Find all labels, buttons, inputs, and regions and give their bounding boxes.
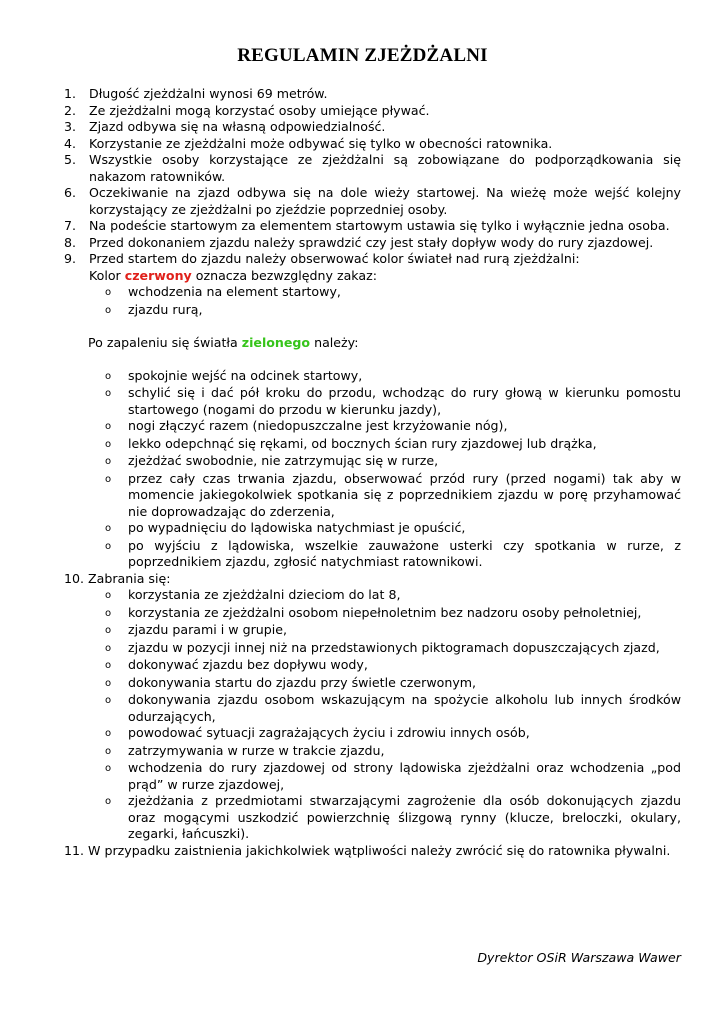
rule-number: 3. bbox=[64, 119, 77, 134]
rule-text: Na podeście startowym za elementem startowym ustawia się tylko i wyłącznie jedna osoba. bbox=[89, 218, 670, 233]
rule-number: 8. bbox=[64, 234, 77, 250]
bullet-marker: o bbox=[105, 473, 112, 485]
bullet-text: powodować sytuacji zagrażających życiu i zdrowiu innych osób, bbox=[128, 725, 530, 740]
bullet-marker: o bbox=[105, 438, 112, 450]
rules-list bbox=[64, 86, 681, 859]
rule-text: W przypadku zaistnienia jakichkolwiek wątpliwości należy zwrócić się do ratownika pływalni. bbox=[88, 842, 671, 858]
bullet-text: korzystania ze zjeżdżalni osobom niepełnoletnim bez nadzoru osoby pełnoletniej, bbox=[128, 604, 642, 620]
bullet-item bbox=[64, 538, 681, 571]
bullet-text: zjazdu parami i w grupie, bbox=[128, 622, 287, 637]
rule-text: Przed dokonaniem zjazdu należy sprawdzić czy jest stały dopływ wody do rury zjazdowej. bbox=[89, 234, 654, 250]
rule-item bbox=[64, 86, 681, 103]
rule-text: Korzystanie ze zjeżdżalni może odbywać się tylko w obecności ratownika. bbox=[89, 135, 553, 151]
bullet-marker: o bbox=[105, 456, 112, 467]
bullet-marker: o bbox=[105, 287, 112, 298]
rule-item bbox=[64, 119, 681, 136]
rule-item bbox=[64, 235, 681, 252]
bullet-item bbox=[64, 368, 681, 386]
bullet-text: wchodzenia do rury zjazdowej od strony lądowiska zjeżdżalni oraz wchodzenia „pod prąd” w rurze zjazdowej, bbox=[128, 760, 681, 792]
rule-number: 4. bbox=[64, 135, 77, 151]
bullet-text: zjeżdżać swobodnie, nie zatrzymując się w rurze, bbox=[128, 453, 439, 468]
bullet-text: zjazdu w pozycji innej niż na przedstawionych piktogramach dopuszczających zjazd, bbox=[128, 639, 660, 655]
bullet-marker: o bbox=[105, 540, 112, 552]
bullet-marker: o bbox=[105, 695, 112, 706]
rule-text bbox=[89, 251, 681, 284]
bullet-marker: o bbox=[105, 607, 112, 619]
bullet-item bbox=[64, 793, 681, 843]
bullet-marker: o bbox=[105, 728, 112, 739]
bullet-item bbox=[64, 760, 681, 793]
bullet-item bbox=[64, 302, 681, 320]
bullet-marker: o bbox=[105, 388, 112, 399]
rule-item bbox=[64, 843, 681, 860]
rule-text: Wszystkie osoby korzystające ze zjeżdżalni są zobowiązane do podporządkowania się nakazom ratowników. bbox=[89, 152, 681, 184]
rule-item bbox=[64, 103, 681, 120]
rule-text: Długość zjeżdżalni wynosi 69 metrów. bbox=[89, 86, 328, 101]
bullet-marker: o bbox=[105, 660, 112, 671]
rule-item-prohibitions bbox=[64, 571, 681, 588]
bullet-item bbox=[64, 418, 681, 436]
bullet-text: korzystania ze zjeżdżalni dzieciom do lat 8, bbox=[128, 587, 401, 602]
rule-item-lights bbox=[64, 251, 681, 284]
green-suffix: należy: bbox=[314, 335, 359, 350]
green-light-paragraph bbox=[64, 335, 681, 352]
bullet-item bbox=[64, 587, 681, 605]
bullet-item bbox=[64, 725, 681, 743]
red-light-meaning: oznacza bezwzględny zakaz: bbox=[195, 267, 377, 283]
rule-item bbox=[64, 136, 681, 153]
rule-number: 7. bbox=[64, 218, 77, 233]
bullet-text: dokonywania zjazdu osobom wskazującym na spożycie alkoholu lub innych środków odurzających, bbox=[128, 692, 681, 724]
bullet-text: zatrzymywania w rurze w trakcie zjazdu, bbox=[128, 742, 385, 758]
bullet-item bbox=[64, 436, 681, 454]
bullet-marker: o bbox=[105, 370, 112, 382]
rule-text: Zabrania się: bbox=[88, 570, 171, 586]
bullet-marker: o bbox=[105, 523, 112, 534]
bullet-marker: o bbox=[105, 421, 112, 432]
rule-number: 5. bbox=[64, 152, 77, 167]
green-light-bullets bbox=[64, 368, 681, 571]
rule-text: Oczekiwanie na zjazd odbywa się na dole wieży startowej. Na wieżę może wejść kolejny korzystający ze zjeżdżalni po zjeździe poprzedniej osoby. bbox=[89, 185, 681, 217]
bullet-item bbox=[64, 453, 681, 471]
bullet-item bbox=[64, 622, 681, 640]
document-title: REGULAMIN ZJEŻDŻALNI bbox=[237, 45, 488, 66]
bullet-marker: o bbox=[105, 745, 112, 757]
bullet-marker: o bbox=[105, 677, 112, 689]
red-light-word: czerwony bbox=[124, 267, 192, 283]
rule-item bbox=[64, 218, 681, 235]
bullet-marker: o bbox=[105, 763, 112, 774]
bullet-marker: o bbox=[105, 796, 112, 807]
bullet-marker: o bbox=[105, 590, 112, 601]
bullet-text: dokonywania startu do zjazdu przy świetle czerwonym, bbox=[128, 674, 477, 690]
bullet-text: schylić się i dać pół kroku do przodu, wchodząc do rury głową w kierunku pomostu startowego (nogami do przodu w kierunku jazdy), bbox=[128, 385, 681, 417]
bullet-text: po wyjściu z lądowiska, wszelkie zauważone usterki czy spotkania w rurze, z poprzednikiem zjazdu, zgłosić natychmiast ratownikowi. bbox=[128, 537, 681, 569]
bullet-marker: o bbox=[105, 642, 112, 654]
rule-text: Zjazd odbywa się na własną odpowiedzialność. bbox=[89, 119, 386, 134]
bullet-text: zjazdu rurą, bbox=[128, 301, 203, 317]
bullet-text: lekko odepchnąć się rękami, od bocznych ścian rury zjazdowej lub drążka, bbox=[128, 435, 597, 451]
bullet-text: po wypadnięciu do lądowiska natychmiast je opuścić, bbox=[128, 520, 466, 535]
bullet-item bbox=[64, 471, 681, 521]
rule-number: 2. bbox=[64, 102, 77, 118]
bullet-item bbox=[64, 385, 681, 418]
bullet-marker: o bbox=[105, 625, 112, 636]
bullet-item bbox=[64, 284, 681, 302]
rule-number: 9. bbox=[64, 251, 77, 266]
rule-text: Ze zjeżdżalni mogą korzystać osoby umiejące pływać. bbox=[89, 102, 430, 118]
rule-number: 11. bbox=[64, 842, 85, 858]
bullet-item bbox=[64, 657, 681, 675]
lights-intro: Przed startem do zjazdu należy obserwować kolor świateł nad rurą zjeżdżalni: bbox=[89, 251, 580, 266]
bullet-text: przez cały czas trwania zjazdu, obserwować przód rury (przed nogami) tak aby w momencie jakiegokolwiek spotkania się z poprzednikiem zjazdu w porę przyhamować nie doprowadzając do zderzenia, bbox=[128, 470, 681, 519]
bullet-text: nogi złączyć razem (niedopuszczalne jest krzyżowanie nóg), bbox=[128, 418, 508, 433]
color-prefix: Kolor bbox=[89, 267, 121, 283]
bullet-item bbox=[64, 692, 681, 725]
rule-item bbox=[64, 152, 681, 185]
signature: Dyrektor OSiR Warszawa Wawer bbox=[477, 950, 681, 965]
bullet-text: wchodzenia na element startowy, bbox=[128, 284, 341, 299]
bullet-text: spokojnie wejść na odcinek startowy, bbox=[128, 367, 363, 383]
bullet-text: zjeżdżania z przedmiotami stwarzającymi zagrożenie dla osób dokonujących zjazdu oraz mogącymi uszkodzić powierzchnię ślizgową rynny (klucze, breloczki, okulary, zegarki, łańcuszki). bbox=[128, 793, 681, 841]
bullet-marker: o bbox=[105, 304, 112, 316]
bullet-item bbox=[64, 605, 681, 623]
bullet-item bbox=[64, 675, 681, 693]
red-light-bullets bbox=[64, 284, 681, 319]
rule-number: 6. bbox=[64, 185, 77, 200]
rule-number: 1. bbox=[64, 86, 77, 101]
green-prefix: Po zapaleniu się światła bbox=[88, 335, 238, 350]
rule-item bbox=[64, 185, 681, 218]
green-light-word: zielonego bbox=[241, 335, 311, 350]
bullet-text: dokonywać zjazdu bez dopływu wody, bbox=[128, 657, 368, 672]
bullet-item bbox=[64, 743, 681, 761]
rule-number: 10. bbox=[64, 570, 85, 586]
bullet-item bbox=[64, 640, 681, 658]
bullet-item bbox=[64, 520, 681, 538]
prohibition-bullets bbox=[64, 587, 681, 843]
